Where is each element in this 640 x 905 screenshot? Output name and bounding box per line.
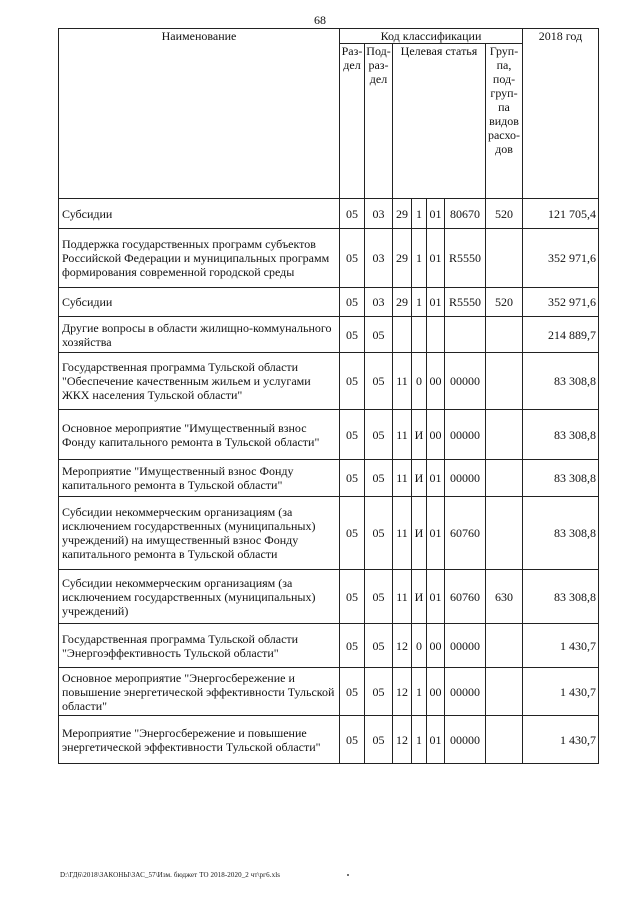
row-target-event: 01	[427, 229, 445, 288]
row-target-direction: 00000	[445, 624, 486, 668]
row-target-event: 01	[427, 460, 445, 497]
row-expense-group: 520	[486, 199, 523, 229]
page-number: 68	[314, 13, 326, 27]
row-target-subprogram: И	[412, 410, 427, 460]
budget-table	[58, 28, 599, 764]
row-target-direction: R5550	[445, 288, 486, 317]
row-name: Поддержка государственных программ субъектов Российской Федерации и муниципальных программ формирования современной городской среды	[59, 229, 340, 288]
row-target-direction: 00000	[445, 668, 486, 716]
table-row	[59, 460, 599, 497]
row-expense-group	[486, 668, 523, 716]
table-row	[59, 668, 599, 716]
table-row	[59, 716, 599, 764]
row-target-direction: 80670	[445, 199, 486, 229]
row-target-subprogram: 1	[412, 199, 427, 229]
table-row	[59, 317, 599, 353]
row-expense-group	[486, 353, 523, 410]
row-razdel: 05	[340, 716, 365, 764]
row-podrazdel: 05	[365, 410, 393, 460]
row-podrazdel: 03	[365, 229, 393, 288]
row-podrazdel: 05	[365, 716, 393, 764]
table-row	[59, 229, 599, 288]
row-target-subprogram: 1	[412, 668, 427, 716]
row-razdel: 05	[340, 199, 365, 229]
row-razdel: 05	[340, 410, 365, 460]
row-target-subprogram: И	[412, 570, 427, 624]
row-expense-group	[486, 229, 523, 288]
row-podrazdel: 03	[365, 288, 393, 317]
row-expense-group	[486, 624, 523, 668]
table-row	[59, 288, 599, 317]
row-target-subprogram: И	[412, 460, 427, 497]
file-path: D:\ГД6\2018\ЗАКОНЫ\ЗАС_57\Изм. бюджет ТО 2018-2020_2 чт\рг6.xls	[60, 871, 281, 879]
row-target-subprogram: 0	[412, 624, 427, 668]
row-amount: 83 308,8	[523, 497, 599, 570]
row-name: Государственная программа Тульской области "Обеспечение качественным жильем и услугами ЖКХ населения Тульской области"	[59, 353, 340, 410]
row-name: Мероприятие "Энергосбережение и повышение энергетической эффективности Тульской области"	[59, 716, 340, 764]
header-year: 2018 год	[523, 29, 599, 199]
table-row	[59, 353, 599, 410]
table-row	[59, 570, 599, 624]
row-name: Субсидии некоммерческим организациям (за исключением государственных (муниципальных) учреждений)	[59, 570, 340, 624]
header-code: Код классификации	[340, 29, 523, 44]
row-podrazdel: 05	[365, 570, 393, 624]
row-amount: 1 430,7	[523, 668, 599, 716]
row-name: Субсидии	[59, 199, 340, 229]
row-target-event: 00	[427, 624, 445, 668]
row-amount: 352 971,6	[523, 229, 599, 288]
row-podrazdel: 05	[365, 624, 393, 668]
row-razdel: 05	[340, 570, 365, 624]
header-group: Груп- па, под- груп- па видов расхо- дов	[486, 44, 523, 199]
row-target-event: 01	[427, 497, 445, 570]
row-amount: 1 430,7	[523, 624, 599, 668]
row-podrazdel: 05	[365, 460, 393, 497]
row-razdel: 05	[340, 624, 365, 668]
row-target-program: 11	[393, 460, 412, 497]
row-target-subprogram	[412, 317, 427, 353]
row-name: Другие вопросы в области жилищно-коммунального хозяйства	[59, 317, 340, 353]
row-target-direction: 00000	[445, 716, 486, 764]
row-podrazdel: 05	[365, 497, 393, 570]
row-amount: 352 971,6	[523, 288, 599, 317]
row-target-event: 01	[427, 288, 445, 317]
row-target-direction: R5550	[445, 229, 486, 288]
table-row	[59, 410, 599, 460]
row-target-program: 11	[393, 570, 412, 624]
row-name: Государственная программа Тульской области "Энергоэффективность Тульской области"	[59, 624, 340, 668]
row-target-event: 00	[427, 668, 445, 716]
row-target-program: 12	[393, 668, 412, 716]
row-target-program: 29	[393, 229, 412, 288]
row-podrazdel: 05	[365, 353, 393, 410]
row-razdel: 05	[340, 229, 365, 288]
row-target-event: 01	[427, 199, 445, 229]
row-target-subprogram: 1	[412, 716, 427, 764]
row-name: Субсидии некоммерческим организациям (за исключением государственных (муниципальных) учреждений) на имущественный взнос Фонду капитального ремонта в Тульской области	[59, 497, 340, 570]
row-name: Субсидии	[59, 288, 340, 317]
row-target-program: 29	[393, 288, 412, 317]
row-target-program: 11	[393, 497, 412, 570]
row-amount: 83 308,8	[523, 410, 599, 460]
row-expense-group	[486, 460, 523, 497]
row-expense-group: 630	[486, 570, 523, 624]
row-target-program: 11	[393, 353, 412, 410]
row-target-event: 01	[427, 570, 445, 624]
row-amount: 121 705,4	[523, 199, 599, 229]
row-target-subprogram: И	[412, 497, 427, 570]
row-target-event: 00	[427, 410, 445, 460]
row-amount: 83 308,8	[523, 460, 599, 497]
header-target: Целевая статья	[393, 44, 486, 199]
row-target-program: 29	[393, 199, 412, 229]
row-target-event: 00	[427, 353, 445, 410]
row-expense-group: 520	[486, 288, 523, 317]
row-razdel: 05	[340, 317, 365, 353]
row-target-direction	[445, 317, 486, 353]
row-podrazdel: 03	[365, 199, 393, 229]
row-target-direction: 60760	[445, 497, 486, 570]
table-row	[59, 497, 599, 570]
row-target-direction: 00000	[445, 410, 486, 460]
row-razdel: 05	[340, 460, 365, 497]
row-target-event: 01	[427, 716, 445, 764]
row-podrazdel: 05	[365, 317, 393, 353]
row-target-subprogram: 0	[412, 353, 427, 410]
row-target-program: 11	[393, 410, 412, 460]
row-target-program	[393, 317, 412, 353]
stray-dot	[347, 874, 349, 876]
row-razdel: 05	[340, 288, 365, 317]
row-target-direction: 00000	[445, 353, 486, 410]
row-target-subprogram: 1	[412, 288, 427, 317]
row-podrazdel: 05	[365, 668, 393, 716]
row-name: Мероприятие "Имущественный взнос Фонду капитального ремонта в Тульской области"	[59, 460, 340, 497]
header-podrazdel: Под- раз- дел	[365, 44, 393, 199]
row-amount: 1 430,7	[523, 716, 599, 764]
table-row	[59, 624, 599, 668]
row-expense-group	[486, 410, 523, 460]
row-target-direction: 00000	[445, 460, 486, 497]
row-target-program: 12	[393, 624, 412, 668]
row-name: Основное мероприятие "Имущественный взнос Фонду капитального ремонта в Тульской области"	[59, 410, 340, 460]
row-amount: 83 308,8	[523, 353, 599, 410]
row-amount: 214 889,7	[523, 317, 599, 353]
row-expense-group	[486, 317, 523, 353]
row-target-subprogram: 1	[412, 229, 427, 288]
row-razdel: 05	[340, 497, 365, 570]
row-razdel: 05	[340, 353, 365, 410]
row-amount: 83 308,8	[523, 570, 599, 624]
header-razdel: Раз- дел	[340, 44, 365, 199]
table-row	[59, 199, 599, 229]
row-target-program: 12	[393, 716, 412, 764]
row-razdel: 05	[340, 668, 365, 716]
header-name: Наименование	[59, 29, 340, 199]
row-expense-group	[486, 716, 523, 764]
row-name: Основное мероприятие "Энергосбережение и повышение энергетической эффективности Тульской области"	[59, 668, 340, 716]
row-target-event	[427, 317, 445, 353]
row-expense-group	[486, 497, 523, 570]
row-target-direction: 60760	[445, 570, 486, 624]
